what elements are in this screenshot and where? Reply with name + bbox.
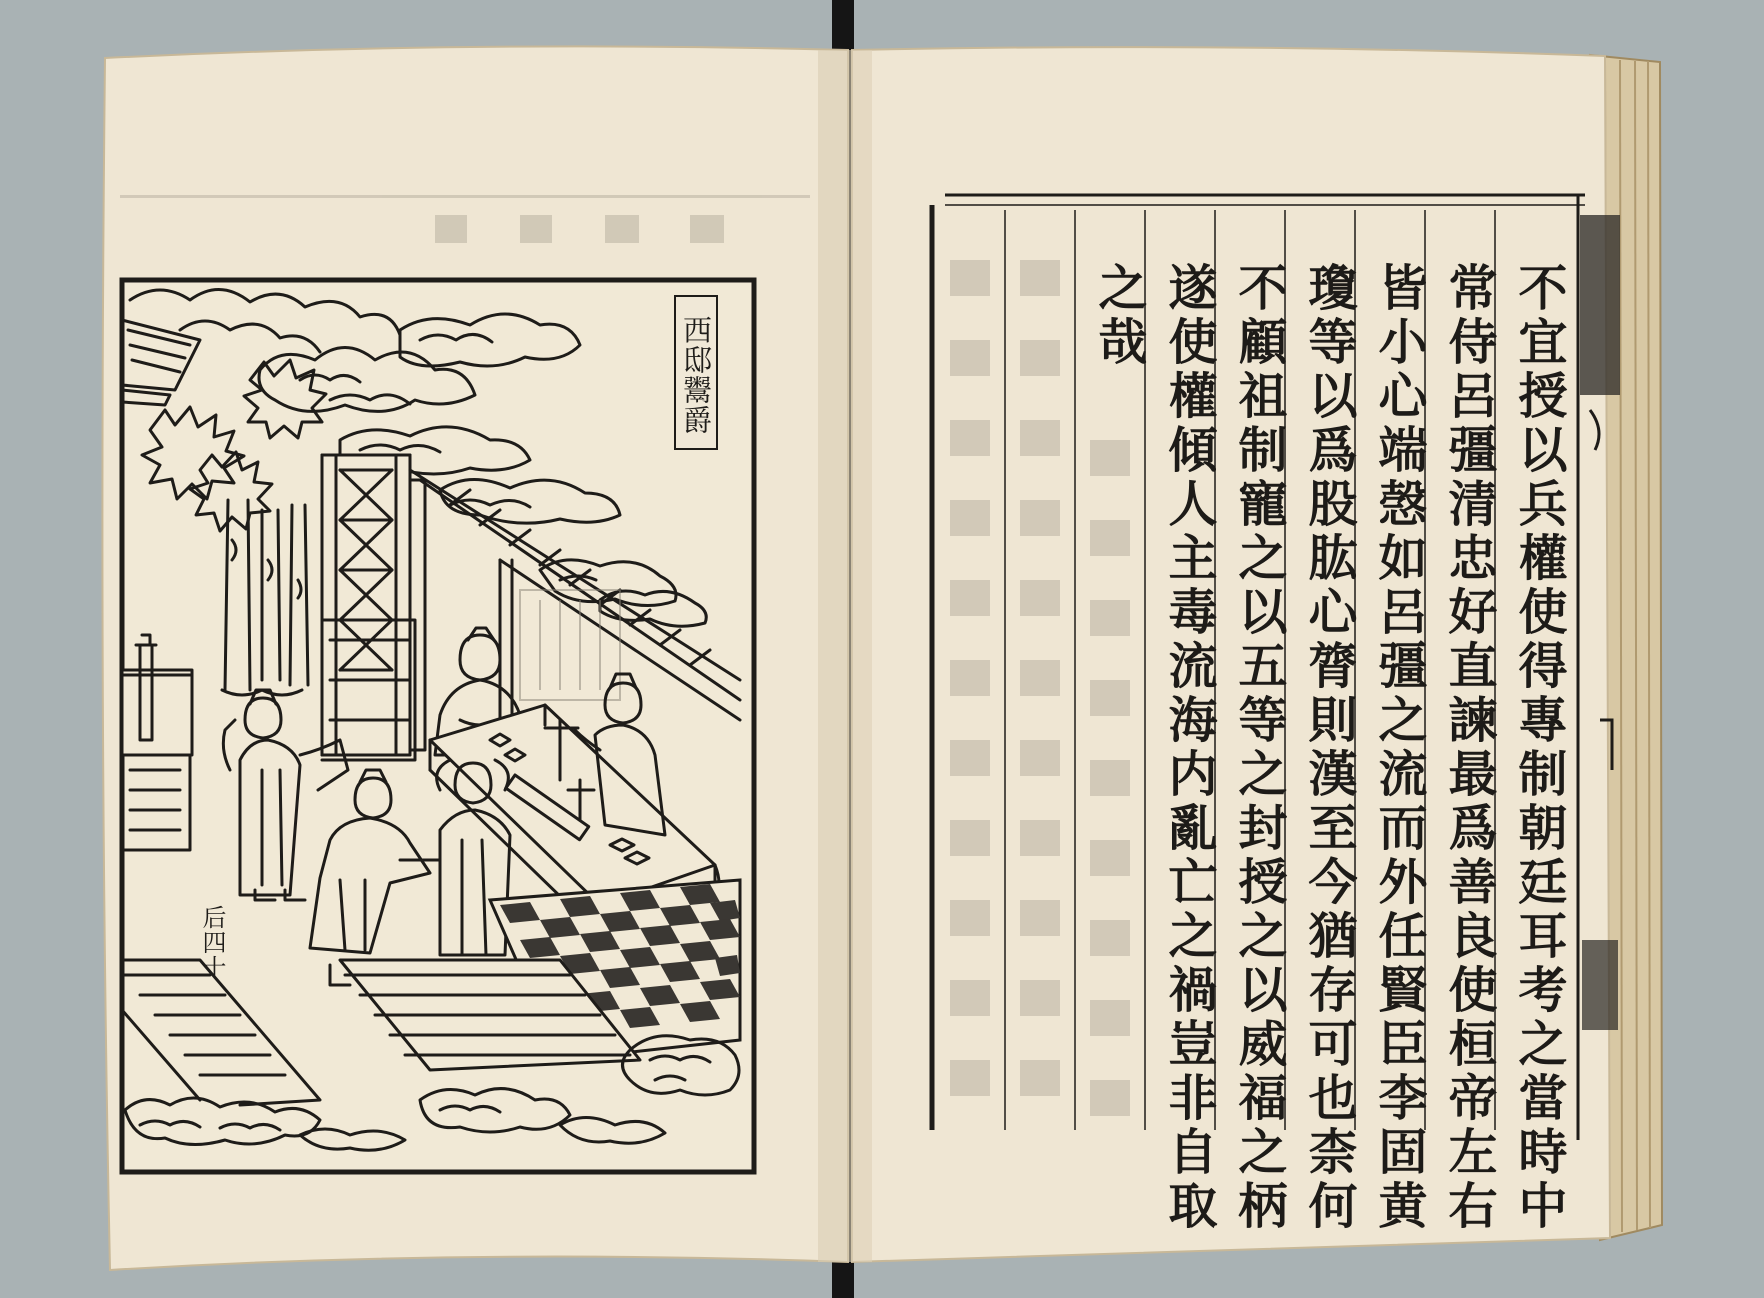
text-column-6: 遂使權傾人主毒流海内亂亡之禍豈非自取 <box>1161 262 1219 1234</box>
text-column-7: 之哉 <box>1091 262 1149 370</box>
text-column-2: 常侍呂彊清忠好直諫最爲善良使桓帝左右 <box>1441 262 1499 1234</box>
text-column-1: 不宜授以兵權使得專制朝廷耳考之當時中 <box>1511 262 1569 1234</box>
woodblock-illustration <box>122 280 754 1172</box>
illustration-caption: 西邸鬻爵 <box>674 295 718 450</box>
leaf-number: 后四十 <box>198 905 226 980</box>
text-column-3: 皆小心端愨如呂彊之流而外任賢臣李固黄 <box>1371 262 1429 1234</box>
text-column-4: 瓊等以爲股肱心膂則漢至今猶存可也柰何 <box>1301 262 1359 1234</box>
text-column-5: 不顧祖制寵之以五等之封授之以威福之柄 <box>1231 262 1289 1234</box>
